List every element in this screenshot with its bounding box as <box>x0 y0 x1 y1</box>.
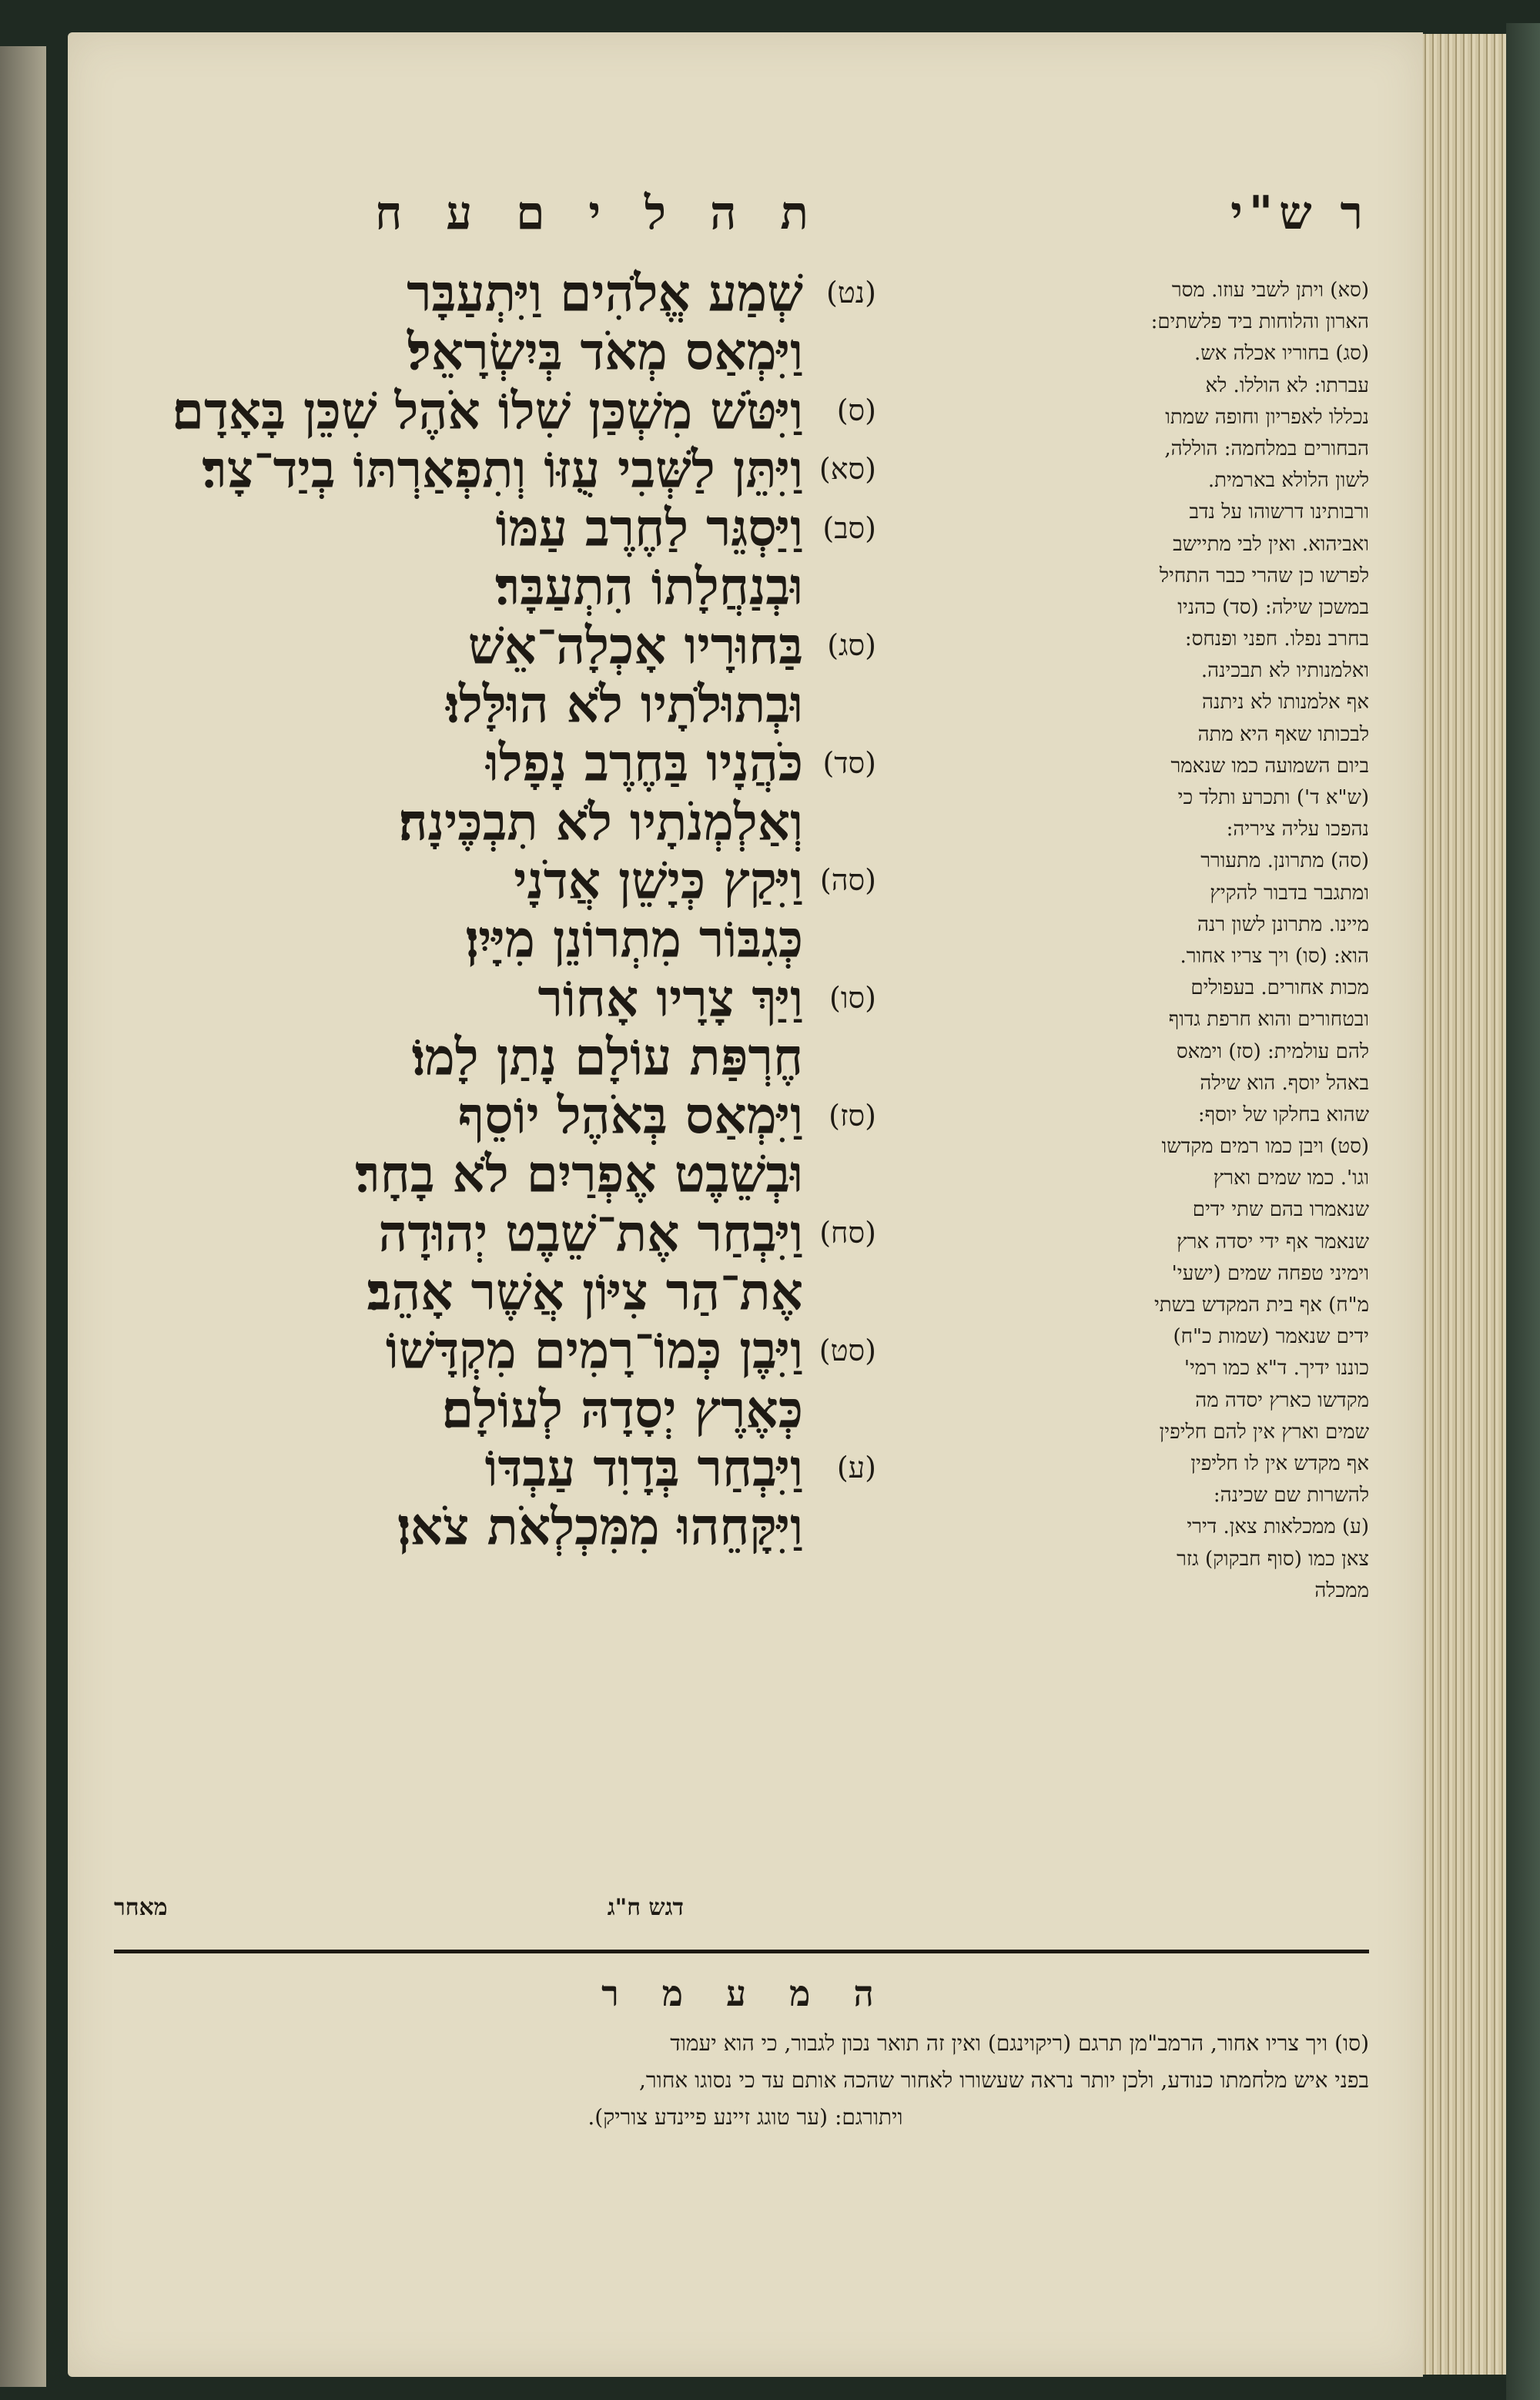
verse-text: וַיִּבֶן כְּמוֹ־רָמִים מִקְדָּשׁוֹ <box>385 1320 803 1381</box>
signature-mark: דגש ח"ג <box>607 1894 684 1921</box>
verse-line <box>106 440 876 498</box>
running-header: ת ה ל י ם ע ח <box>374 186 822 240</box>
rashi-line: ביום השמועה כמו שנאמר <box>1170 754 1369 778</box>
rashi-line: נהפכו עליה ציריה: <box>1226 818 1369 842</box>
rashi-commentary <box>1007 275 1369 1607</box>
verse-text: וַיִּבְחַר אֶת־שֵׁבֶט יְהוּדָה <box>378 1203 803 1264</box>
rashi-line: (ש"א ד') ותכרע ותלד כי <box>1177 786 1369 809</box>
rashi-line: ומתגבר בדבור להקיץ <box>1210 881 1369 905</box>
rashi-line: ידים שנאמר (שמות כ"ח) <box>1173 1325 1369 1349</box>
rashi-line: לפרשו כן שהרי כבר התחיל <box>1159 564 1369 587</box>
book-page <box>68 32 1423 2377</box>
verse-line <box>106 792 876 851</box>
verse-number: (סד) <box>822 745 876 780</box>
verse-number: (סט) <box>819 1333 876 1367</box>
verse-line <box>106 1203 876 1262</box>
rashi-line: (ע) ממכלאות צאן. דירי <box>1187 1515 1369 1539</box>
meamar-title: ה מ ע מ ר <box>601 1973 889 2014</box>
verse-line <box>106 1086 876 1144</box>
verse-text: וּבְתוּלֹתָיו לֹא הוּלָּלוּ׃ <box>446 674 803 735</box>
meamar-line: בפני איש מלחמתו כנודע, ולכן יותר נראה שעשורו לאחור שהכה אותם עד כי נסוגו אחור, <box>639 2067 1369 2093</box>
rashi-line: במשכן שילה: (סד) כהניו <box>1177 595 1369 619</box>
verse-text: בַּחוּרָיו אָכְלָה־אֵשׁ <box>467 615 803 676</box>
verse-number: (סג) <box>827 628 876 663</box>
rashi-line: אף מקדש אין לו חליפין <box>1190 1451 1369 1475</box>
verse-line <box>106 1380 876 1438</box>
page-stack-edge <box>1421 34 1506 2375</box>
rashi-line: וימיני טפחה שמים (ישעי' <box>1171 1261 1369 1285</box>
meamar-commentary <box>122 2025 1369 2136</box>
verse-text: אֶת־הַר צִיּוֹן אֲשֶׁר אָהֵב׃ <box>367 1261 803 1322</box>
verse-number: (סה) <box>819 863 876 898</box>
rashi-line: שנאמר אף ידי יסדה ארץ <box>1177 1230 1369 1254</box>
verse-number: (ס) <box>836 393 876 427</box>
rashi-line: לבכותו שאף היא מתה <box>1197 722 1369 746</box>
verse-number: (סב) <box>822 510 876 545</box>
rashi-line: שהוא בחלקו של יוסף: <box>1197 1103 1369 1126</box>
verse-line <box>106 851 876 909</box>
meamar-line: (סו) ויך צריו אחור, הרמב"מן תרגם (ריקוינגם) ואין זה תואר נכון לגבור, כי הוא יעמוד <box>670 2030 1369 2056</box>
rashi-line: ואביהוא. ואין לבי מתיישב <box>1173 532 1369 556</box>
verse-text: וַיַּךְ צָרָיו אָחוֹר <box>537 967 803 1028</box>
rashi-line: (סט) ויבן כמו רמים מקדשו <box>1161 1135 1369 1159</box>
meamar-line: ויתורגם: (ער טוגג זיינע פיינדע צוריק). <box>588 2104 903 2130</box>
verse-line <box>106 1262 876 1321</box>
rashi-line: להשרות שם שכינה: <box>1213 1484 1369 1508</box>
rashi-line: הוא: (סו) ויך צריו אחור. <box>1180 944 1369 968</box>
rashi-line: שנאמרו בהם שתי ידים <box>1192 1198 1369 1222</box>
book-cover-edge <box>1506 23 1540 2400</box>
verse-text: וַיִּתֵּן לַשְּׁבִי עֻזּוֹ וְתִפְאַרְתּוֹ בְיַד־צָר׃ <box>202 439 803 500</box>
verse-line <box>106 1497 876 1555</box>
verse-text: חֶרְפַּת עוֹלָם נָתַן לָמוֹ׃ <box>411 1026 803 1087</box>
rashi-header: ר ש"י <box>1230 186 1369 240</box>
rashi-line: כוננו ידיך. ד"א כמו רמי' <box>1183 1357 1369 1381</box>
verse-line <box>106 381 876 440</box>
verse-number: (סז) <box>829 1098 876 1133</box>
rashi-line: (סא) ויתן לשבי עוזו. מסר <box>1171 279 1369 302</box>
verse-text: וַיִּטֹּשׁ מִשְׁכַּן שִׁלוֹ אֹהֶל שִׁכֵּן בָּאָדָם׃ <box>172 380 803 440</box>
verse-text: וַיִּקַץ כְּיָשֵׁן אֲדֹנָי <box>514 850 803 911</box>
divider-rule <box>114 1950 1369 1953</box>
rashi-line: וגו'. כמו שמים וארץ <box>1213 1167 1369 1190</box>
rashi-line: (סג) בחוריו אכלה אש. <box>1194 342 1369 366</box>
verse-text: כֹּהֲנָיו בַּחֶרֶב נָפָלוּ <box>485 732 803 793</box>
rashi-line: ורבותינו דרשוהו על נדב <box>1189 500 1369 524</box>
verse-number: (סח) <box>819 1216 876 1250</box>
rashi-line: הארון והלוחות ביד פלשתים: <box>1150 310 1369 334</box>
verse-line <box>106 1321 876 1379</box>
verse-text: שְׁמַע אֱלֹהִים וַיִּתְעַבָּר <box>407 263 803 323</box>
rashi-line: צאן כמו (סוף חבקוק) גזר <box>1177 1547 1369 1571</box>
verse-text: וּבְשֵׁבֶט אֶפְרַיִם לֹא בָחָר׃ <box>355 1143 803 1204</box>
verse-text: וַיִּמְאַס מְאֹד בְּיִשְׂרָאֵל׃ <box>407 321 803 382</box>
verse-text: כְּגִבּוֹר מִתְרוֹנֵן מִיָּיִן׃ <box>465 909 803 969</box>
verse-line <box>106 498 876 557</box>
verse-line <box>106 1027 876 1086</box>
book-left-edge <box>0 46 46 2387</box>
rashi-line: שמים וארץ אין להם חליפין <box>1159 1420 1369 1444</box>
verse-line <box>106 1144 876 1203</box>
verse-text: וּבְנַחֲלָתוֹ הִתְעַבָּר׃ <box>495 556 803 617</box>
rashi-line: מכות אחורים. בעפולים <box>1190 976 1369 1000</box>
rashi-line: להם עולמית: (סז) וימאס <box>1176 1039 1369 1063</box>
verse-number: (סא) <box>819 452 876 487</box>
verse-number: (סו) <box>829 980 876 1015</box>
verse-text: כְּאֶרֶץ יְסָדָהּ לְעוֹלָם׃ <box>441 1378 803 1439</box>
verse-line <box>106 322 876 380</box>
verse-line <box>106 733 876 792</box>
verse-line <box>106 616 876 674</box>
rashi-line: הבחורים במלחמה: הוללה, <box>1164 437 1369 460</box>
rashi-line: ממכלה <box>1314 1578 1369 1602</box>
rashi-line: נכללו לאפריון וחופה שמתו <box>1165 405 1369 429</box>
verse-text: וַיִּבְחַר בְּדָוִד עַבְדּוֹ <box>484 1438 803 1498</box>
rashi-line: עברתו: לא הוללו. לא <box>1205 373 1369 397</box>
verse-text: וַיַּסְגֵּר לַחֶרֶב עַמּוֹ <box>495 497 803 558</box>
verse-column <box>106 263 876 1556</box>
rashi-line: באהל יוסף. הוא שילה <box>1200 1071 1369 1095</box>
rashi-line: לשון הלולא בארמית. <box>1207 469 1369 493</box>
verse-line <box>106 1438 876 1497</box>
verse-text: וַיִּקָּחֵהוּ מִמִּכְלְאֹת צֹאן׃ <box>397 1496 803 1557</box>
rashi-line: בחרב נפלו. חפני ופנחס: <box>1184 628 1369 651</box>
rashi-line: אף אלמנותו לא ניתנה <box>1202 691 1369 715</box>
verse-number: (נט) <box>826 276 876 310</box>
rashi-line: מקדשו כארץ יסדה מה <box>1195 1388 1369 1412</box>
verse-line <box>106 969 876 1027</box>
rashi-line: מ"ח) אף בית המקדש בשתי <box>1153 1294 1369 1317</box>
verse-text: וַיִּמְאַס בְּאֹהֶל יוֹסֵף <box>457 1085 803 1146</box>
verse-line <box>106 263 876 322</box>
verse-number: (ע) <box>836 1451 876 1485</box>
verse-line <box>106 909 876 968</box>
rashi-line: (סה) מתרונן. מתעורר <box>1200 849 1369 873</box>
verse-text: וְאַלְמְנֹתָיו לֹא תִבְכֶּינָה׃ <box>398 792 803 852</box>
verse-line <box>106 557 876 615</box>
verse-line <box>106 674 876 733</box>
catchword: מאחר <box>114 1894 168 1921</box>
rashi-line: מיינו. מתרונן לשון רנה <box>1197 912 1369 936</box>
rashi-line: ואלמנותיו לא תבכינה. <box>1200 659 1369 683</box>
rashi-line: ובטחורים והוא חרפת גדוף <box>1168 1008 1369 1032</box>
